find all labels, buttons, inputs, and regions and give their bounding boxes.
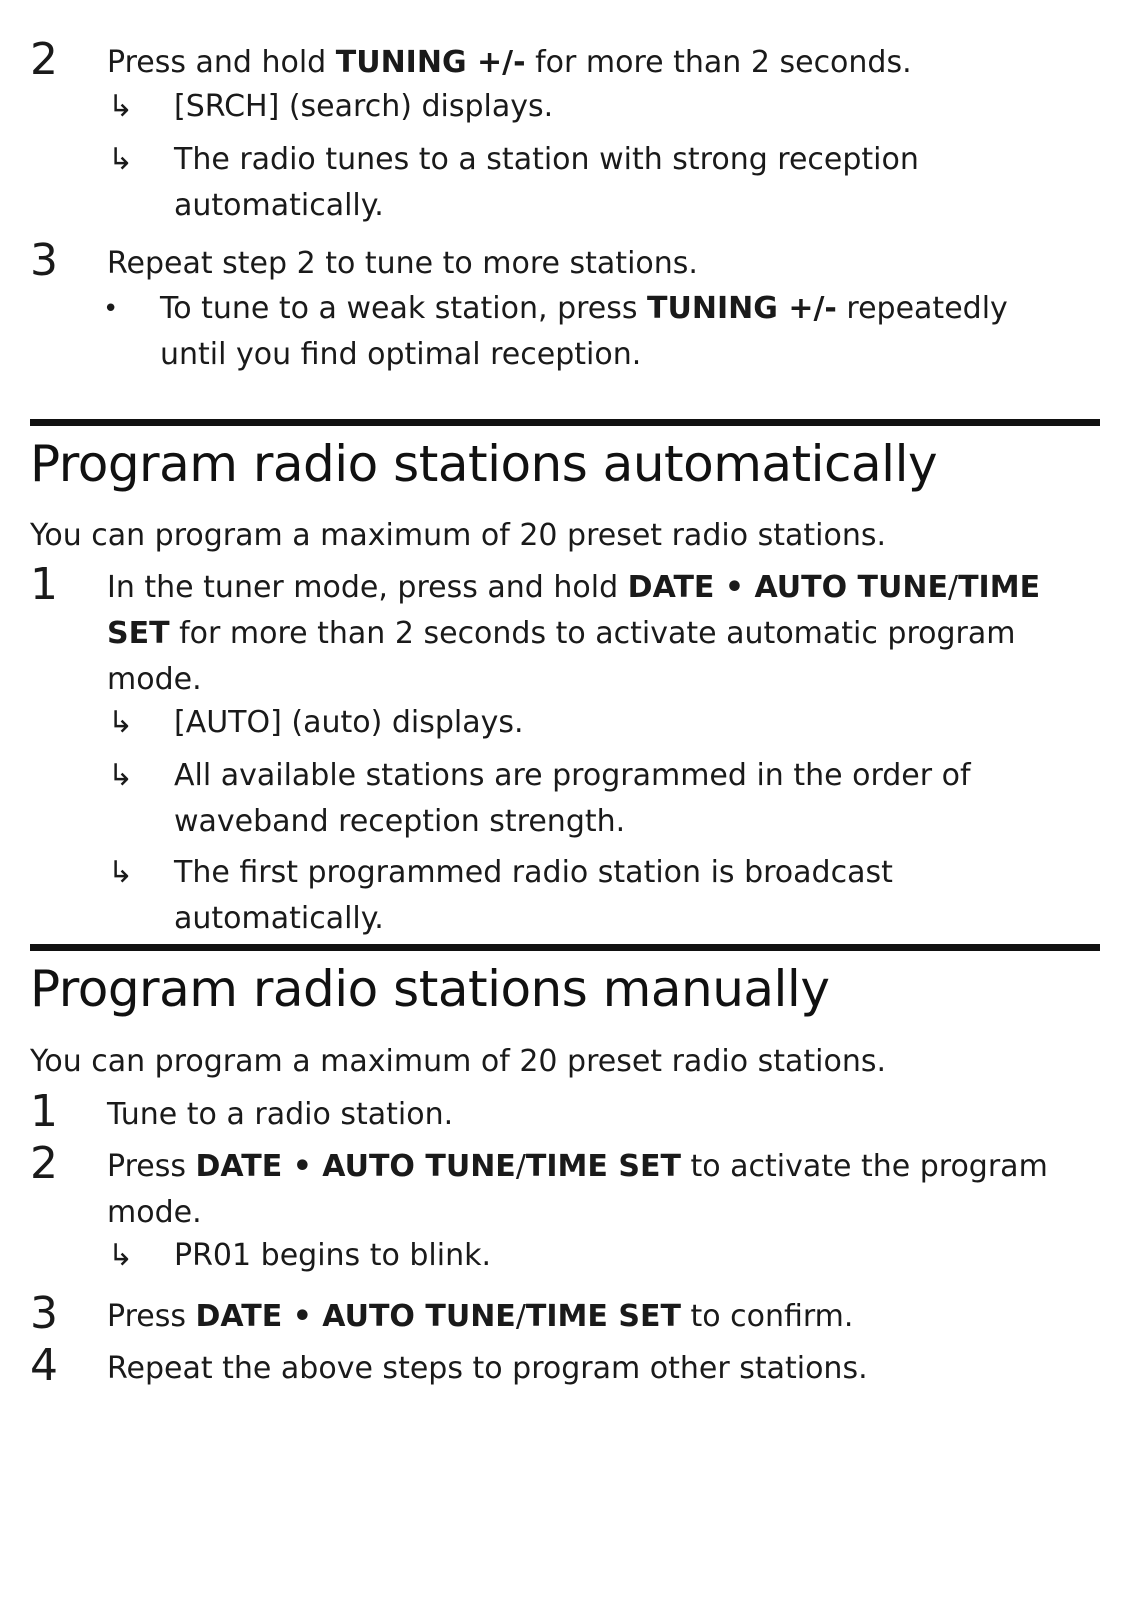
step-number: 3 [30,235,58,286]
step-number: 1 [30,559,58,610]
bullet-text: To tune to a weak station, press TUNING +/- repeatedly until you find optimal reception. [160,291,1008,372]
button-name: DATE • AUTO TUNE [195,1299,516,1334]
section-divider [30,419,1100,426]
result-arrow-icon: ↳ [108,855,134,890]
section-title: Program radio stations automatically [30,435,938,493]
button-name: TIME SET [525,1149,681,1184]
button-name: TIME SET [107,570,1041,651]
result-text: The radio tunes to a station with strong reception automatically. [174,142,919,223]
step-text: Repeat the above steps to program other stations. [107,1351,868,1386]
result-text: PR01 begins to blink. [174,1238,491,1273]
button-name: TUNING +/- [647,291,837,326]
result-text: [SRCH] (search) displays. [174,89,554,124]
step-number: 3 [30,1288,58,1339]
button-name: DATE • AUTO TUNE [627,570,948,605]
step-number: 2 [30,1138,58,1189]
step-text: Press DATE • AUTO TUNE/TIME SET to confirm. [107,1299,854,1334]
step-number: 2 [30,34,58,85]
result-arrow-icon: ↳ [108,142,134,177]
result-text: [AUTO] (auto) displays. [174,705,524,740]
result-arrow-icon: ↳ [108,1238,134,1273]
step-number: 4 [30,1340,58,1391]
section-intro: You can program a maximum of 20 preset radio stations. [30,1044,886,1079]
step-text: Repeat step 2 to tune to more stations. [107,246,698,281]
result-text: The first programmed radio station is broadcast automatically. [174,855,893,936]
result-arrow-icon: ↳ [108,89,134,124]
step-text: Tune to a radio station. [107,1097,454,1132]
result-text: All available stations are programmed in the order of waveband reception strength. [174,758,971,839]
result-arrow-icon: ↳ [108,758,134,793]
bullet-icon: • [103,294,119,324]
section-title: Program radio stations manually [30,960,830,1018]
button-name: TIME SET [525,1299,681,1334]
section-divider [30,944,1100,951]
button-name: DATE • AUTO TUNE [195,1149,516,1184]
step-text: Press DATE • AUTO TUNE/TIME SET to activate the program mode. [107,1149,1048,1230]
step-number: 1 [30,1086,58,1137]
step-text: In the tuner mode, press and hold DATE • AUTO TUNE/TIME SET for more than 2 seconds to activate automatic program mode. [107,570,1041,697]
result-arrow-icon: ↳ [108,705,134,740]
section-intro: You can program a maximum of 20 preset radio stations. [30,518,886,553]
step-text: Press and hold TUNING +/- for more than 2 seconds. [107,45,912,80]
button-name: TUNING +/- [335,45,526,80]
